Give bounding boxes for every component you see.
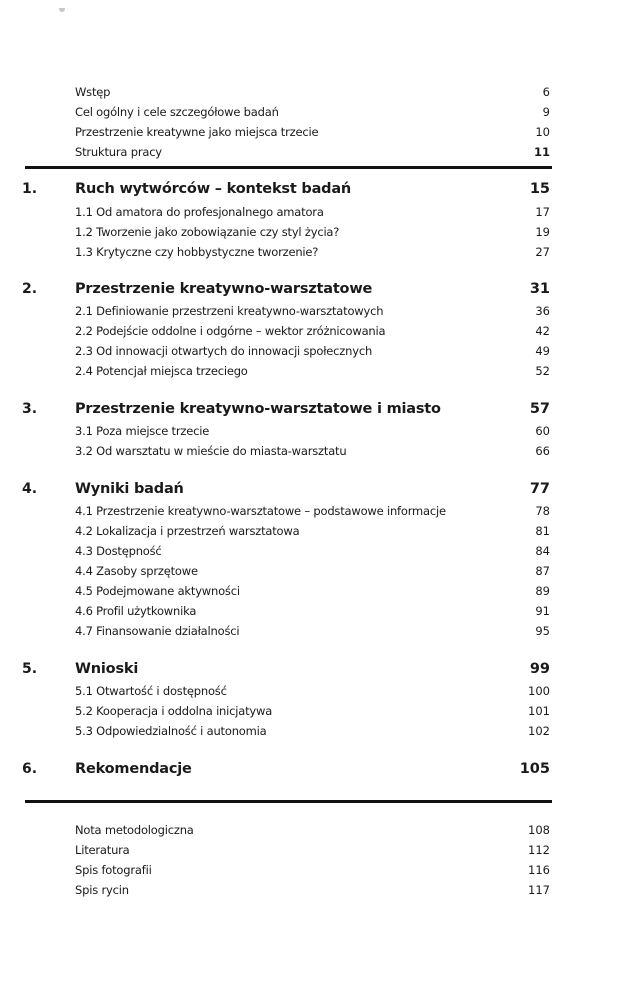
toc-entry[interactable] — [0, 881, 642, 901]
toc-entry-page: 6 — [542, 85, 550, 99]
chapter-title: Rekomendacje — [75, 761, 192, 777]
chapter-number: 1. — [22, 181, 38, 197]
section-title: 4.7 Finansowanie działalności — [75, 624, 240, 638]
chapter-title: Przestrzenie kreatywno-warsztatowe i miasto — [75, 401, 441, 417]
toc-entry[interactable] — [0, 821, 642, 841]
toc-section[interactable] — [0, 502, 642, 522]
toc-section[interactable] — [0, 722, 642, 742]
toc-section[interactable] — [0, 243, 642, 263]
chapter-page: 15 — [529, 181, 550, 197]
section-page: 42 — [535, 324, 550, 338]
section-title: 1.1 Od amatora do profesjonalnego amatora — [75, 205, 324, 219]
toc-section[interactable] — [0, 223, 642, 243]
toc-section[interactable] — [0, 342, 642, 362]
section-title: 2.2 Podejście oddolne i odgórne – wektor zróżnicowania — [75, 324, 386, 338]
chapter-heading[interactable] — [0, 661, 642, 681]
section-page: 89 — [535, 584, 550, 598]
toc-entry-page: 11 — [533, 145, 550, 159]
toc-entry[interactable] — [0, 83, 642, 103]
toc-entry-title: Struktura pracy — [75, 145, 162, 159]
toc-section[interactable] — [0, 702, 642, 722]
toc-section[interactable] — [0, 602, 642, 622]
section-page: 60 — [535, 424, 550, 438]
section-page: 101 — [528, 704, 550, 718]
section-title: 4.5 Podejmowane aktywności — [75, 584, 240, 598]
section-page: 36 — [535, 304, 550, 318]
chapter-page: 31 — [529, 281, 550, 297]
section-page: 100 — [528, 684, 550, 698]
divider-top — [25, 166, 552, 169]
toc-section[interactable] — [0, 302, 642, 322]
section-title: 5.1 Otwartość i dostępność — [75, 684, 227, 698]
section-title: 1.2 Tworzenie jako zobowiązanie czy styl życia? — [75, 225, 340, 239]
section-page: 87 — [535, 564, 550, 578]
toc-entry-page: 108 — [528, 823, 550, 837]
chapter-number: 5. — [22, 661, 38, 677]
section-page: 17 — [535, 205, 550, 219]
chapter-title: Ruch wytwórców – kontekst badań — [75, 181, 352, 197]
section-title: 2.4 Potencjał miejsca trzeciego — [75, 364, 248, 378]
chapter-title: Wnioski — [75, 661, 139, 677]
toc-section[interactable] — [0, 362, 642, 382]
chapter-page: 105 — [519, 761, 550, 777]
toc-section[interactable] — [0, 422, 642, 442]
toc-section[interactable] — [0, 442, 642, 462]
toc-section[interactable] — [0, 322, 642, 342]
toc-entry-title: Spis fotografii — [75, 863, 152, 877]
section-title: 4.1 Przestrzenie kreatywno-warsztatowe – podstawowe informacje — [75, 504, 446, 518]
section-title: 3.1 Poza miejsce trzecie — [75, 424, 210, 438]
toc-entry-title: Cel ogólny i cele szczegółowe badań — [75, 105, 279, 119]
toc-entry-title: Wstęp — [75, 85, 111, 99]
chapter-heading[interactable] — [0, 761, 642, 781]
toc-entry[interactable] — [0, 143, 642, 163]
section-title: 1.3 Krytyczne czy hobbystyczne tworzenie? — [75, 245, 319, 259]
toc-entry[interactable] — [0, 103, 642, 123]
toc-section[interactable] — [0, 522, 642, 542]
chapter-number: 4. — [22, 481, 38, 497]
chapter-heading[interactable] — [0, 481, 642, 501]
toc-entry-title: Spis rycin — [75, 883, 129, 897]
toc-entry-page: 9 — [542, 105, 550, 119]
chapter-number: 2. — [22, 281, 38, 297]
toc-entry-title: Literatura — [75, 843, 130, 857]
section-title: 5.3 Odpowiedzialność i autonomia — [75, 724, 267, 738]
toc-entry-title: Przestrzenie kreatywne jako miejsca trzecie — [75, 125, 319, 139]
section-page: 95 — [535, 624, 550, 638]
section-title: 4.2 Lokalizacja i przestrzeń warsztatowa — [75, 524, 300, 538]
toc-entry[interactable] — [0, 123, 642, 143]
section-title: 2.3 Od innowacji otwartych do innowacji społecznych — [75, 344, 373, 358]
chapter-heading[interactable] — [0, 181, 642, 201]
chapter-page: 99 — [529, 661, 550, 677]
toc-entry[interactable] — [0, 841, 642, 861]
section-title: 4.3 Dostępność — [75, 544, 162, 558]
toc-entry[interactable] — [0, 861, 642, 881]
chapter-page: 77 — [529, 481, 550, 497]
chapter-page: 57 — [529, 401, 550, 417]
section-title: 2.1 Definiowanie przestrzeni kreatywno-warsztatowych — [75, 304, 384, 318]
toc-section[interactable] — [0, 203, 642, 223]
toc-section[interactable] — [0, 562, 642, 582]
chapter-heading[interactable] — [0, 401, 642, 421]
section-page: 27 — [535, 245, 550, 259]
chapter-number: 6. — [22, 761, 38, 777]
toc-entry-page: 10 — [535, 125, 550, 139]
section-title: 4.6 Profil użytkownika — [75, 604, 197, 618]
toc-section[interactable] — [0, 622, 642, 642]
section-title: 3.2 Od warsztatu w mieście do miasta-warsztatu — [75, 444, 347, 458]
section-page: 102 — [528, 724, 550, 738]
section-page: 66 — [535, 444, 550, 458]
section-title: 4.4 Zasoby sprzętowe — [75, 564, 198, 578]
chapter-title: Przestrzenie kreatywno-warsztatowe — [75, 281, 373, 297]
toc-entry-page: 117 — [528, 883, 550, 897]
toc-section[interactable] — [0, 682, 642, 702]
toc-section[interactable] — [0, 582, 642, 602]
toc-entry-title: Nota metodologiczna — [75, 823, 194, 837]
section-page: 91 — [535, 604, 550, 618]
divider-bottom — [25, 800, 552, 803]
section-page: 81 — [535, 524, 550, 538]
section-title: 5.2 Kooperacja i oddolna inicjatywa — [75, 704, 273, 718]
scan-speck — [59, 8, 65, 12]
section-page: 19 — [535, 225, 550, 239]
chapter-heading[interactable] — [0, 281, 642, 301]
toc-section[interactable] — [0, 542, 642, 562]
section-page: 84 — [535, 544, 550, 558]
toc-entry-page: 112 — [528, 843, 550, 857]
toc-entry-page: 116 — [528, 863, 550, 877]
section-page: 78 — [535, 504, 550, 518]
section-page: 49 — [535, 344, 550, 358]
section-page: 52 — [535, 364, 550, 378]
chapter-title: Wyniki badań — [75, 481, 184, 497]
chapter-number: 3. — [22, 401, 38, 417]
